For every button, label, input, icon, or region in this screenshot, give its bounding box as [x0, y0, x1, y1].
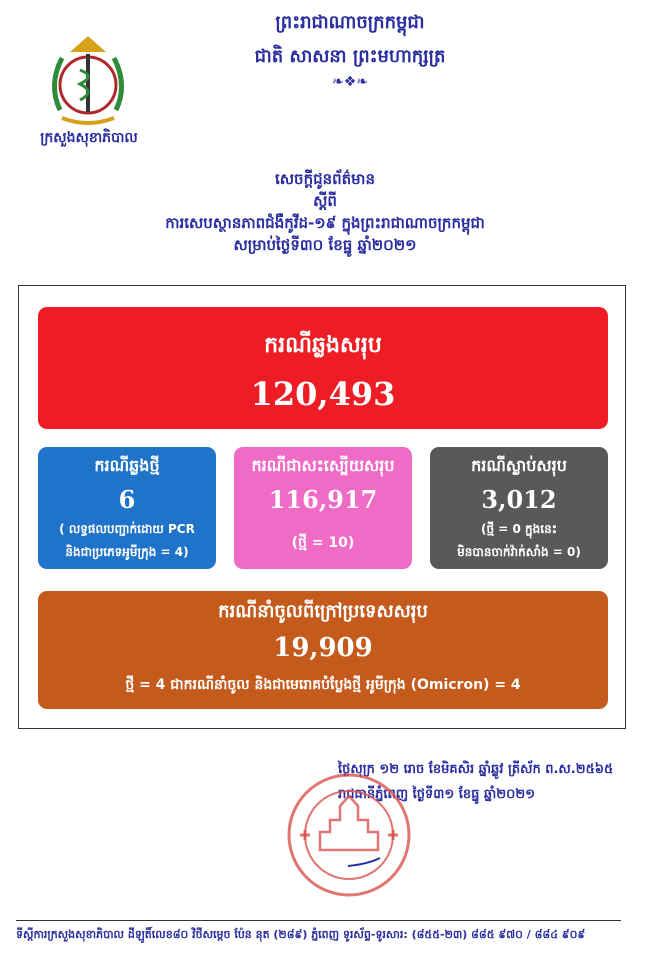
total-cases-label: ករណីឆ្លងសរុប [264, 333, 382, 358]
imported-cases-label: ករណីនាំចូលពីក្រៅប្រទេសសរុប [218, 601, 428, 622]
lunar-date: ថ្ងៃសុក្រ ១២ រោច ខែមិគសិរ ឆ្នាំឆ្លូវ ត្រីស័ក ព.ស.២៥៦៥ [338, 762, 614, 777]
issue-date: រាជធានីភ្នំពេញ ថ្ងៃទី៣១ ខែធ្នូ ឆ្នាំ២០២១ [338, 787, 536, 802]
deaths-note-2: មិនបានចាក់វ៉ាក់សាំង = 0) [457, 545, 581, 559]
title-date: សម្រាប់ថ្ងៃទី៣០ ខែធ្នូ ឆ្នាំ២០២១ [233, 236, 417, 254]
recovered-card [234, 447, 412, 569]
total-cases-value: 120,493 [250, 375, 396, 413]
imported-cases-card [38, 591, 608, 709]
kingdom-title: ព្រះរាជាណាចក្រកម្ពុជា [275, 12, 425, 33]
recovered-value: 116,917 [268, 485, 378, 514]
recovered-note: (ថ្មី = 10) [291, 535, 355, 551]
official-seal-icon [280, 770, 418, 900]
new-cases-note-2: និងជាប្រភេទអូមីក្រុង = 4) [65, 545, 189, 559]
ministry-name: ក្រសួងសុខាភិបាល [40, 130, 138, 146]
imported-cases-note: ថ្មី = 4 ជាករណីនាំចូល និងជាមេរោគបំប្លែងថ្មី អូមីក្រុង (Omicron) = 4 [125, 677, 521, 693]
new-cases-label: ករណីឆ្លងថ្មី [94, 456, 160, 475]
ministry-logo-icon [40, 30, 136, 128]
title-subject: ការសេបស្ថានភាពជំងឺកូវីដ-១៩ ក្នុងព្រះរាជាណាចក្រកម្ពុជា [165, 214, 485, 232]
imported-cases-value: 19,909 [273, 633, 373, 663]
deaths-value: 3,012 [481, 485, 557, 514]
deaths-note-1: (ថ្មី = 0 ក្នុងនេះ [481, 522, 557, 536]
new-cases-card [38, 447, 216, 569]
title-about: ស្តីពី [313, 192, 337, 210]
deaths-card [430, 447, 608, 569]
footer-divider [16, 920, 621, 921]
footer-address: ទីស្តីការក្រសួងសុខាភិបាល ដីឡូតិ៍លេខ៨០ វិថីសម្តេច ប៉ែន នុត (២៨៩) ភ្នំពេញ ទូរស័ព្ទ-ទូរសារ: (៨៥៥-២៣) ៨៨៥ ៩៧០ / ៨៨៤ ៩០៩ [16, 928, 586, 941]
new-cases-value: 6 [118, 485, 136, 514]
ornament: ❧❖❧ [331, 74, 368, 90]
total-cases-card [38, 307, 608, 429]
recovered-label: ករណីជាសះស្បើយសរុប [251, 456, 395, 475]
press-release-title: សេចក្តីជូនព័ត៌មាន [275, 170, 375, 188]
motto: ជាតិ សាសនា ព្រះមហាក្សត្រ [254, 46, 446, 67]
new-cases-note-1: ( លទ្ធផលបញ្ជាក់ដោយ PCR [59, 522, 195, 536]
deaths-label: ករណីស្លាប់សរុប [471, 456, 567, 475]
